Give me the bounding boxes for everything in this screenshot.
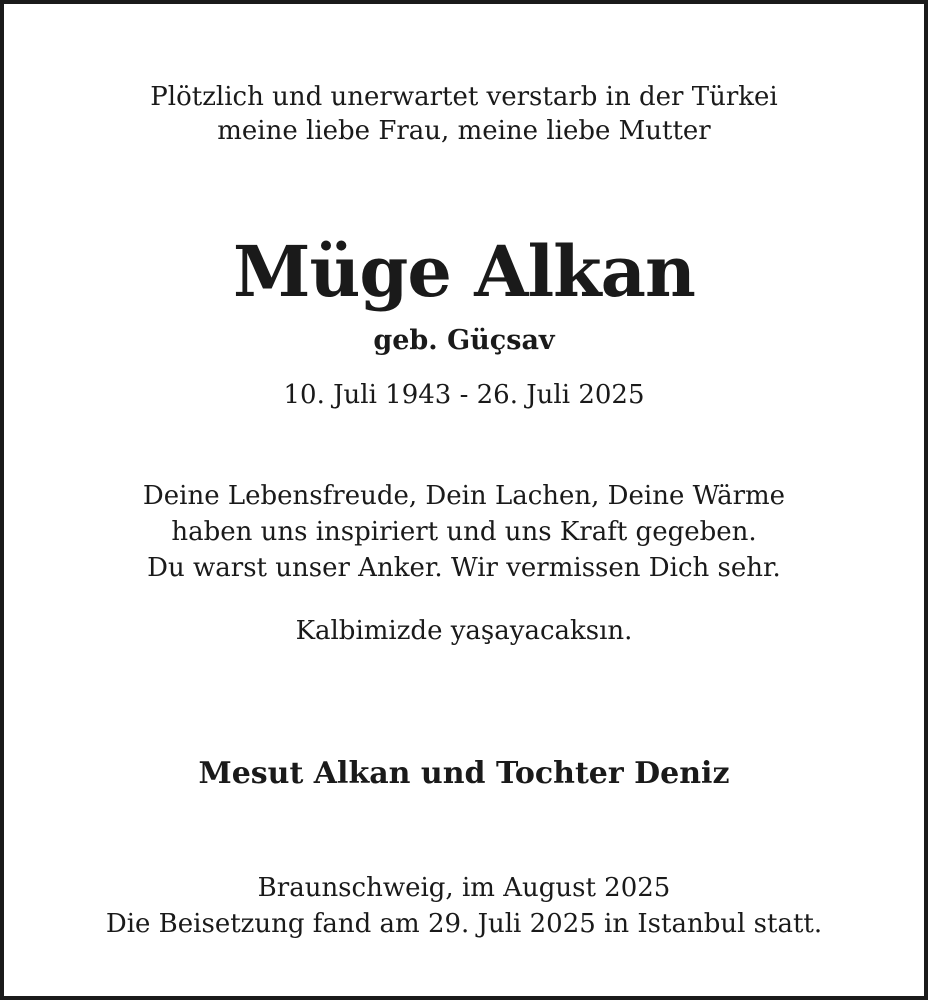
turkish-line: Kalbimizde yaşayacaksın. <box>295 616 633 646</box>
burial-info: Die Beisetzung fand am 29. Juli 2025 in Istanbul statt. <box>105 909 823 939</box>
verse-line-2: haben uns inspiriert und uns Kraft gegeben. <box>171 517 757 547</box>
place-date: Braunschweig, im August 2025 <box>257 873 671 903</box>
intro-line-2: meine liebe Frau, meine liebe Mutter <box>217 116 711 146</box>
memorial-verse <box>4 478 924 586</box>
footer-text <box>4 870 924 942</box>
verse-line-3: Du warst unser Anker. Wir vermissen Dich sehr. <box>147 553 781 583</box>
maiden-name: geb. Güçsav <box>373 325 555 356</box>
mourners-signature: Mesut Alkan und Tochter Deniz <box>198 756 730 791</box>
deceased-name: Müge Alkan <box>233 230 695 313</box>
verse-line-1: Deine Lebensfreude, Dein Lachen, Deine Wärme <box>142 481 786 511</box>
intro-text <box>4 80 924 148</box>
life-dates: 10. Juli 1943 - 26. Juli 2025 <box>283 380 645 410</box>
intro-line-1: Plötzlich und unerwartet verstarb in der Türkei <box>150 82 778 112</box>
